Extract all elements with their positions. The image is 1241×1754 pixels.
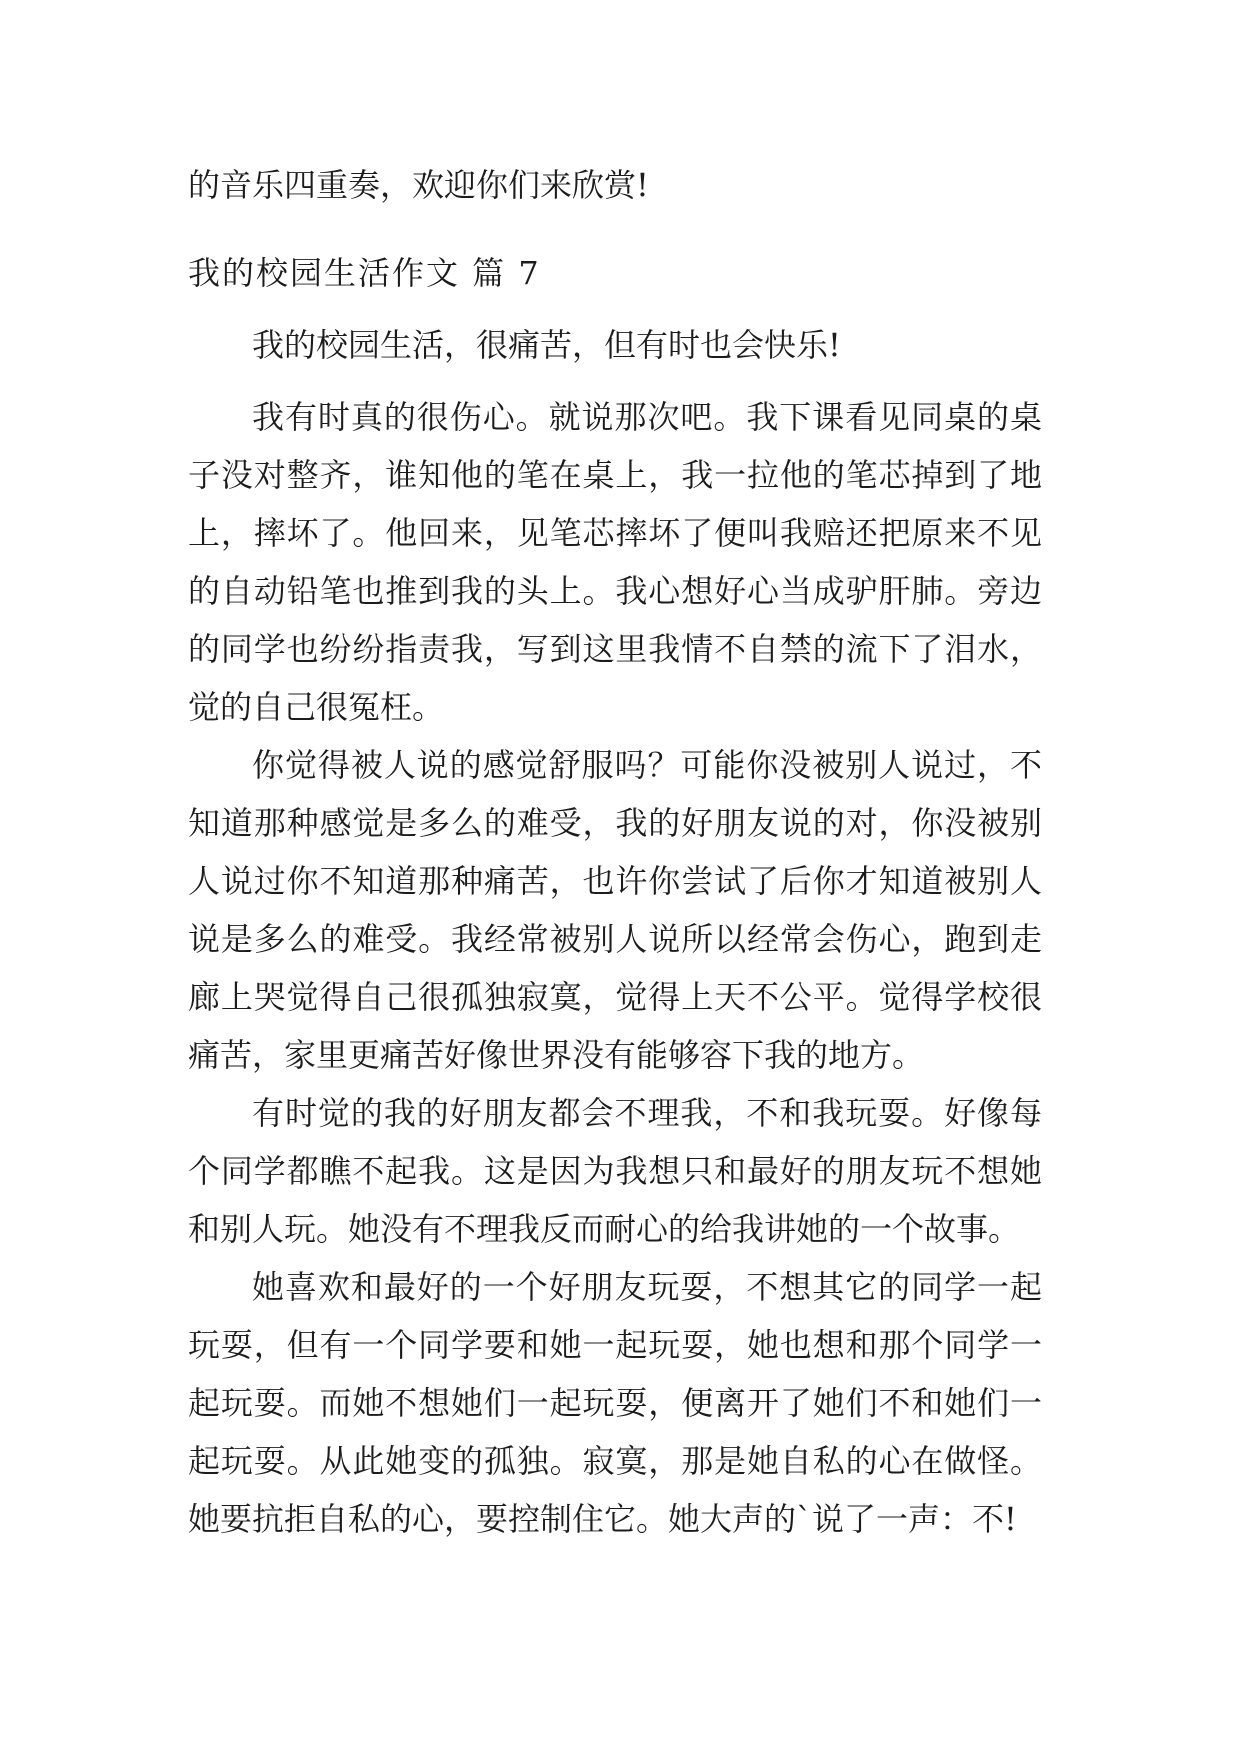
paragraph-line: 她喜欢和最好的一个好朋友玩耍，不想其它的同学一起 <box>252 1268 1042 1306</box>
paragraph-line: 廊上哭觉得自己很孤独寂寞，觉得上天不公平。觉得学校很 <box>188 978 1042 1016</box>
paragraph-line: 上，摔坏了。他回来，见笔芯摔坏了便叫我赔还把原来不见 <box>188 514 1042 552</box>
paragraph-line: 子没对整齐，谁知他的笔在桌上，我一拉他的笔芯掉到了地 <box>188 456 1042 494</box>
paragraph-line: 和别人玩。她没有不理我反而耐心的给我讲她的一个故事。 <box>188 1210 1021 1248</box>
intro-line: 的音乐四重奏，欢迎你们来欣赏! <box>188 166 649 204</box>
paragraph-line: 起玩耍。而她不想她们一起玩耍，便离开了她们不和她们一 <box>188 1384 1042 1422</box>
paragraph-line: 个同学都瞧不起我。这是因为我想只和最好的朋友玩不想她 <box>188 1152 1042 1190</box>
paragraph-line: 你觉得被人说的感觉舒服吗？可能你没被别人说过，不 <box>252 746 1042 784</box>
paragraph-line: 说是多么的难受。我经常被别人说所以经常会伤心，跑到走 <box>188 920 1042 958</box>
paragraph-line: 我的校园生活，很痛苦，但有时也会快乐! <box>252 326 841 364</box>
paragraph-line: 起玩耍。从此她变的孤独。寂寞，那是她自私的心在做怪。 <box>188 1442 1042 1480</box>
paragraph-line: 觉的自己很冤枉。 <box>188 688 445 726</box>
paragraph-line: 人说过你不知道那种痛苦，也许你尝试了后你才知道被别人 <box>188 862 1042 900</box>
paragraph-line: 痛苦，家里更痛苦好像世界没有能够容下我的地方。 <box>188 1036 925 1074</box>
paragraph-line: 知道那种感觉是多么的难受，我的好朋友说的对，你没被别 <box>188 804 1042 842</box>
section-title: 我的校园生活作文 篇 7 <box>188 254 541 292</box>
paragraph-line: 有时觉的我的好朋友都会不理我，不和我玩耍。好像每 <box>252 1094 1042 1132</box>
paragraph-line: 她要抗拒自私的心，要控制住它。她大声的`说了一声：不! <box>188 1500 1017 1538</box>
paragraph-line: 玩耍，但有一个同学要和她一起玩耍，她也想和那个同学一 <box>188 1326 1042 1364</box>
paragraph-line: 的自动铅笔也推到我的头上。我心想好心当成驴肝肺。旁边 <box>188 572 1042 610</box>
paragraph-line: 的同学也纷纷指责我，写到这里我情不自禁的流下了泪水， <box>188 630 1042 668</box>
paragraph-line: 我有时真的很伤心。就说那次吧。我下课看见同桌的桌 <box>252 398 1042 436</box>
